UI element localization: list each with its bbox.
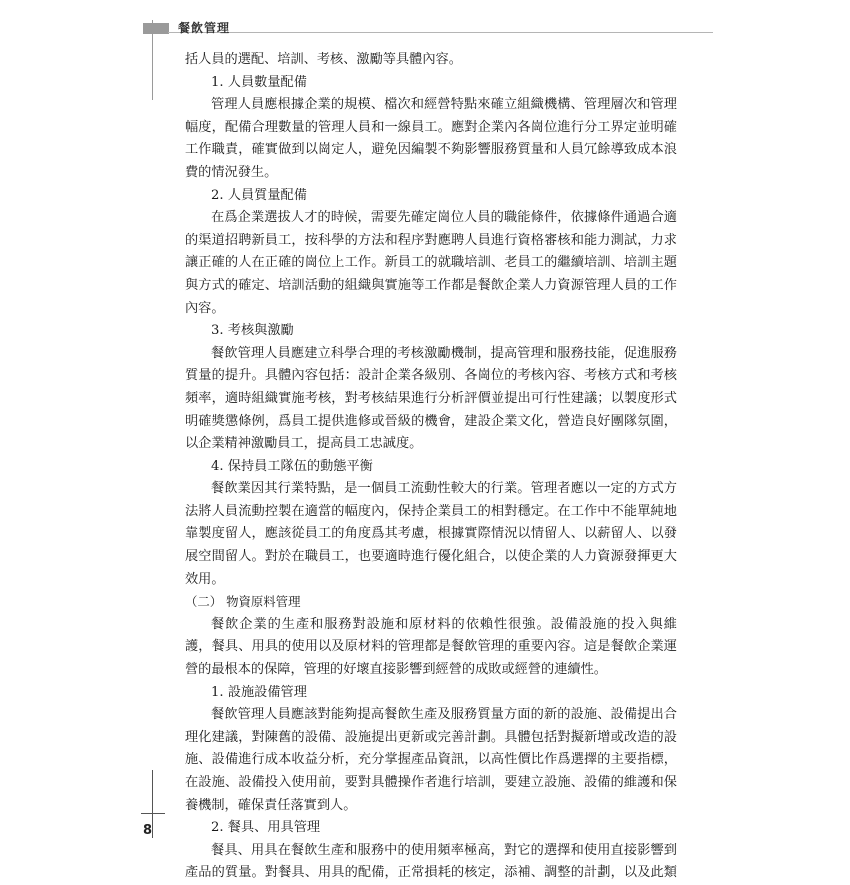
- header-rule: [168, 32, 713, 33]
- text-line: 內容。: [185, 300, 225, 316]
- text-line: 展空間留人。對於在職員工，也要適時進行優化組合，以使企業的人力資源發揮更大: [185, 549, 677, 565]
- section-heading: 1. 人員數量配備: [211, 74, 307, 90]
- text-line: 餐飲管理人員應建立科學合理的考核激勵機制，提高管理和服務技能，促進服務: [211, 345, 677, 361]
- body-text: [185, 49, 677, 885]
- text-line: 工作職責，確實做到以崗定人，避免因編製不夠影響服務質量和人員冗餘導致成本浪: [185, 142, 677, 158]
- running-head: 餐飲管理: [178, 21, 231, 35]
- footer-tick: [141, 813, 165, 814]
- text-line: 的渠道招聘新員工，按科學的方法和程序對應聘人員進行資格審核和能力測試，力求: [185, 232, 677, 248]
- section-heading: 3. 考核與激勵: [211, 323, 294, 339]
- text-line: 與方式的確定、培訓活動的組織與實施等工作都是餐飲企業人力資源管理人員的工作: [185, 277, 677, 293]
- text-line: 幅度，配備合理數量的管理人員和一線員工。應對企業內各崗位進行分工界定並明確: [185, 119, 677, 135]
- section-heading: 1. 設施設備管理: [211, 684, 307, 700]
- section-heading: 2. 餐具、用具管理: [211, 820, 321, 836]
- text-line: 明確獎懲條例，爲員工提供進修或晉級的機會，建設企業文化，營造良好團隊氛圍，: [185, 413, 677, 429]
- section-heading: 2. 人員質量配備: [211, 187, 307, 203]
- text-line: 頻率，適時組織實施考核，對考核結果進行分析評價並提出可行性建議；以製度形式: [185, 390, 677, 406]
- text-line: 效用。: [185, 571, 225, 587]
- page-number: 8: [143, 823, 153, 838]
- text-line: 以企業精神激勵員工，提高員工忠誠度。: [185, 436, 423, 452]
- text-line: 餐具、用具在餐飲生產和服務中的使用頻率極高，對它的選擇和使用直接影響到: [211, 842, 677, 858]
- text-line: 營的最根本的保障，管理的好壞直接影響到經營的成敗或經營的連續性。: [185, 662, 607, 678]
- margin-rule-bottom: [152, 770, 153, 838]
- text-line: 餐飲管理人員應該對能夠提高餐飲生產及服務質量方面的新的設施、設備提出合: [211, 707, 677, 723]
- text-line: 讓正確的人在正確的崗位上工作。新員工的就職培訓、老員工的繼續培訓、培訓主題: [185, 255, 677, 271]
- text-line: 在設施、設備投入使用前，要對具體操作者進行培訓，要建立設施、設備的維護和保: [185, 775, 677, 790]
- text-line: 在爲企業選拔人才的時候，需要先確定崗位人員的職能條件，依據條件通過合適: [211, 210, 677, 226]
- text-line: 養機制，確保責任落實到人。: [185, 797, 357, 813]
- text-line: 產品的質量。對餐具、用具的配備，正常損耗的核定，添補、調整的計劃，以及此類: [185, 865, 677, 881]
- text-line: 法將人員流動控製在適當的幅度內，保持企業員工的相對穩定。在工作中不能單純地: [185, 503, 677, 519]
- text-line: 費的情況發生。: [185, 164, 278, 180]
- header-marker-bar: [143, 23, 169, 34]
- text-line: 餐飲業因其行業特點，是一個員工流動性較大的行業。管理者應以一定的方式方: [211, 481, 677, 497]
- text-line: 護，餐具、用具的使用以及原材料的管理都是餐飲管理的重要內容。這是餐飲企業運: [185, 639, 677, 655]
- section-heading: 4. 保持員工隊伍的動態平衡: [211, 458, 373, 474]
- text-line: 施、設備進行成本收益分析，充分掌握產品資訊，以高性價比作爲選擇的主要指標，: [185, 752, 677, 768]
- section-heading: （二） 物資原料管理: [185, 594, 301, 610]
- text-line: 靠製度留人，應該從員工的角度爲其考慮，根據實際情況以情留人、以薪留人、以發: [185, 526, 677, 542]
- margin-rule-top: [152, 20, 153, 100]
- text-line: 餐飲企業的生產和服務對設施和原材料的依賴性很強。設備設施的投入與維: [211, 616, 677, 632]
- text-line: 質量的提升。具體內容包括：設計企業各級別、各崗位的考核內容、考核方式和考核: [185, 368, 677, 384]
- text-line: 括人員的選配、培訓、考核、激勵等具體內容。: [185, 52, 462, 67]
- text-line: 理化建議，對陳舊的設備、設施提出更新或完善計劃。具體包括對擬新增或改造的設: [185, 729, 677, 745]
- text-line: 管理人員應根據企業的規模、檔次和經營特點來確立組織機構、管理層次和管理: [211, 97, 677, 113]
